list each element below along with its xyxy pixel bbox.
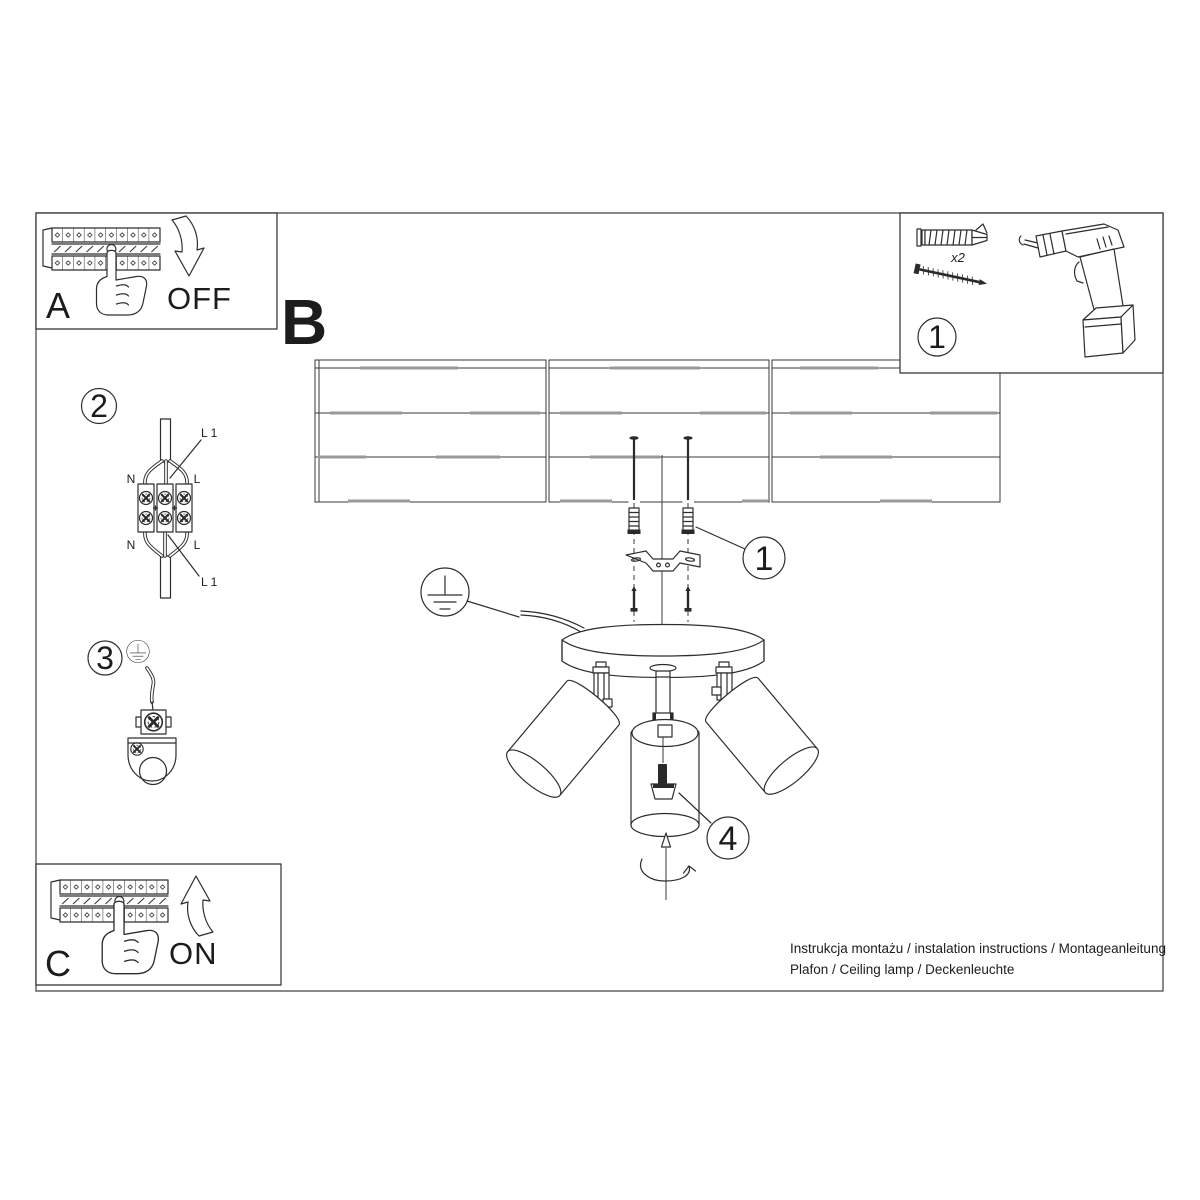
label-l-top: L xyxy=(193,472,201,486)
section-b-label: B xyxy=(281,286,328,358)
ground-callout xyxy=(421,568,584,632)
label-l1-bottom: L 1 xyxy=(201,575,218,589)
circuit-breaker-icon xyxy=(43,228,160,270)
ground-plate-icon xyxy=(128,738,176,785)
ground-wire xyxy=(147,668,154,710)
footer xyxy=(790,941,1166,977)
wiring-diagram xyxy=(82,388,218,598)
ground-badge-number: 3 xyxy=(96,640,114,676)
bracket-badge-number: 1 xyxy=(754,540,774,578)
panel-a xyxy=(36,213,277,329)
panel-a-label: A xyxy=(46,285,71,326)
panel-c xyxy=(36,864,281,985)
rotation-arrow-icon xyxy=(641,833,696,900)
on-label: ON xyxy=(169,936,218,971)
cable-bottom xyxy=(161,556,171,598)
footer-line2: Plafon / Ceiling lamp / Deckenleuchte xyxy=(790,962,1015,977)
tools-badge-number: 1 xyxy=(928,319,946,355)
ground-leader xyxy=(467,601,519,617)
label-n-bottom: N xyxy=(126,538,136,552)
mounting-bracket-icon xyxy=(626,551,700,571)
step-badge-bracket xyxy=(743,537,785,579)
cable-top xyxy=(161,419,171,462)
bracket-screw-icon xyxy=(631,586,638,612)
panel-c-label: C xyxy=(45,943,71,984)
wall-plug-icon xyxy=(628,508,641,534)
bracket-screw-icon xyxy=(685,586,692,612)
cable-icon xyxy=(521,611,584,632)
wiring-badge-number: 2 xyxy=(90,388,108,424)
label-n-top: N xyxy=(126,472,136,486)
step-badge-rotate xyxy=(707,817,749,859)
bracket-badge-leader xyxy=(696,527,745,549)
terminal-block-icon xyxy=(138,484,192,532)
ground-terminal-step xyxy=(88,640,176,785)
wall-plug-icon xyxy=(682,508,695,534)
panel-tools xyxy=(900,213,1163,373)
stem-collar xyxy=(658,725,672,737)
off-label: OFF xyxy=(167,281,232,316)
ceiling-screw-icon xyxy=(629,436,692,500)
mounting-assembly xyxy=(626,436,785,624)
ground-symbol-icon xyxy=(127,640,150,663)
anchor-qty-label: x2 xyxy=(951,250,965,265)
label-l1-top: L 1 xyxy=(201,426,218,440)
ceiling-lamp xyxy=(500,625,824,901)
circuit-breaker-icon xyxy=(51,880,168,922)
rotate-badge-number: 4 xyxy=(718,820,738,858)
ground-terminal-icon xyxy=(136,710,171,734)
label-l-bottom: L xyxy=(193,538,201,552)
ceiling-icon xyxy=(315,360,1000,503)
ground-symbol-icon xyxy=(421,568,469,616)
footer-line1: Instrukcja montażu / instalation instructions / Montageanleitung xyxy=(790,941,1166,956)
